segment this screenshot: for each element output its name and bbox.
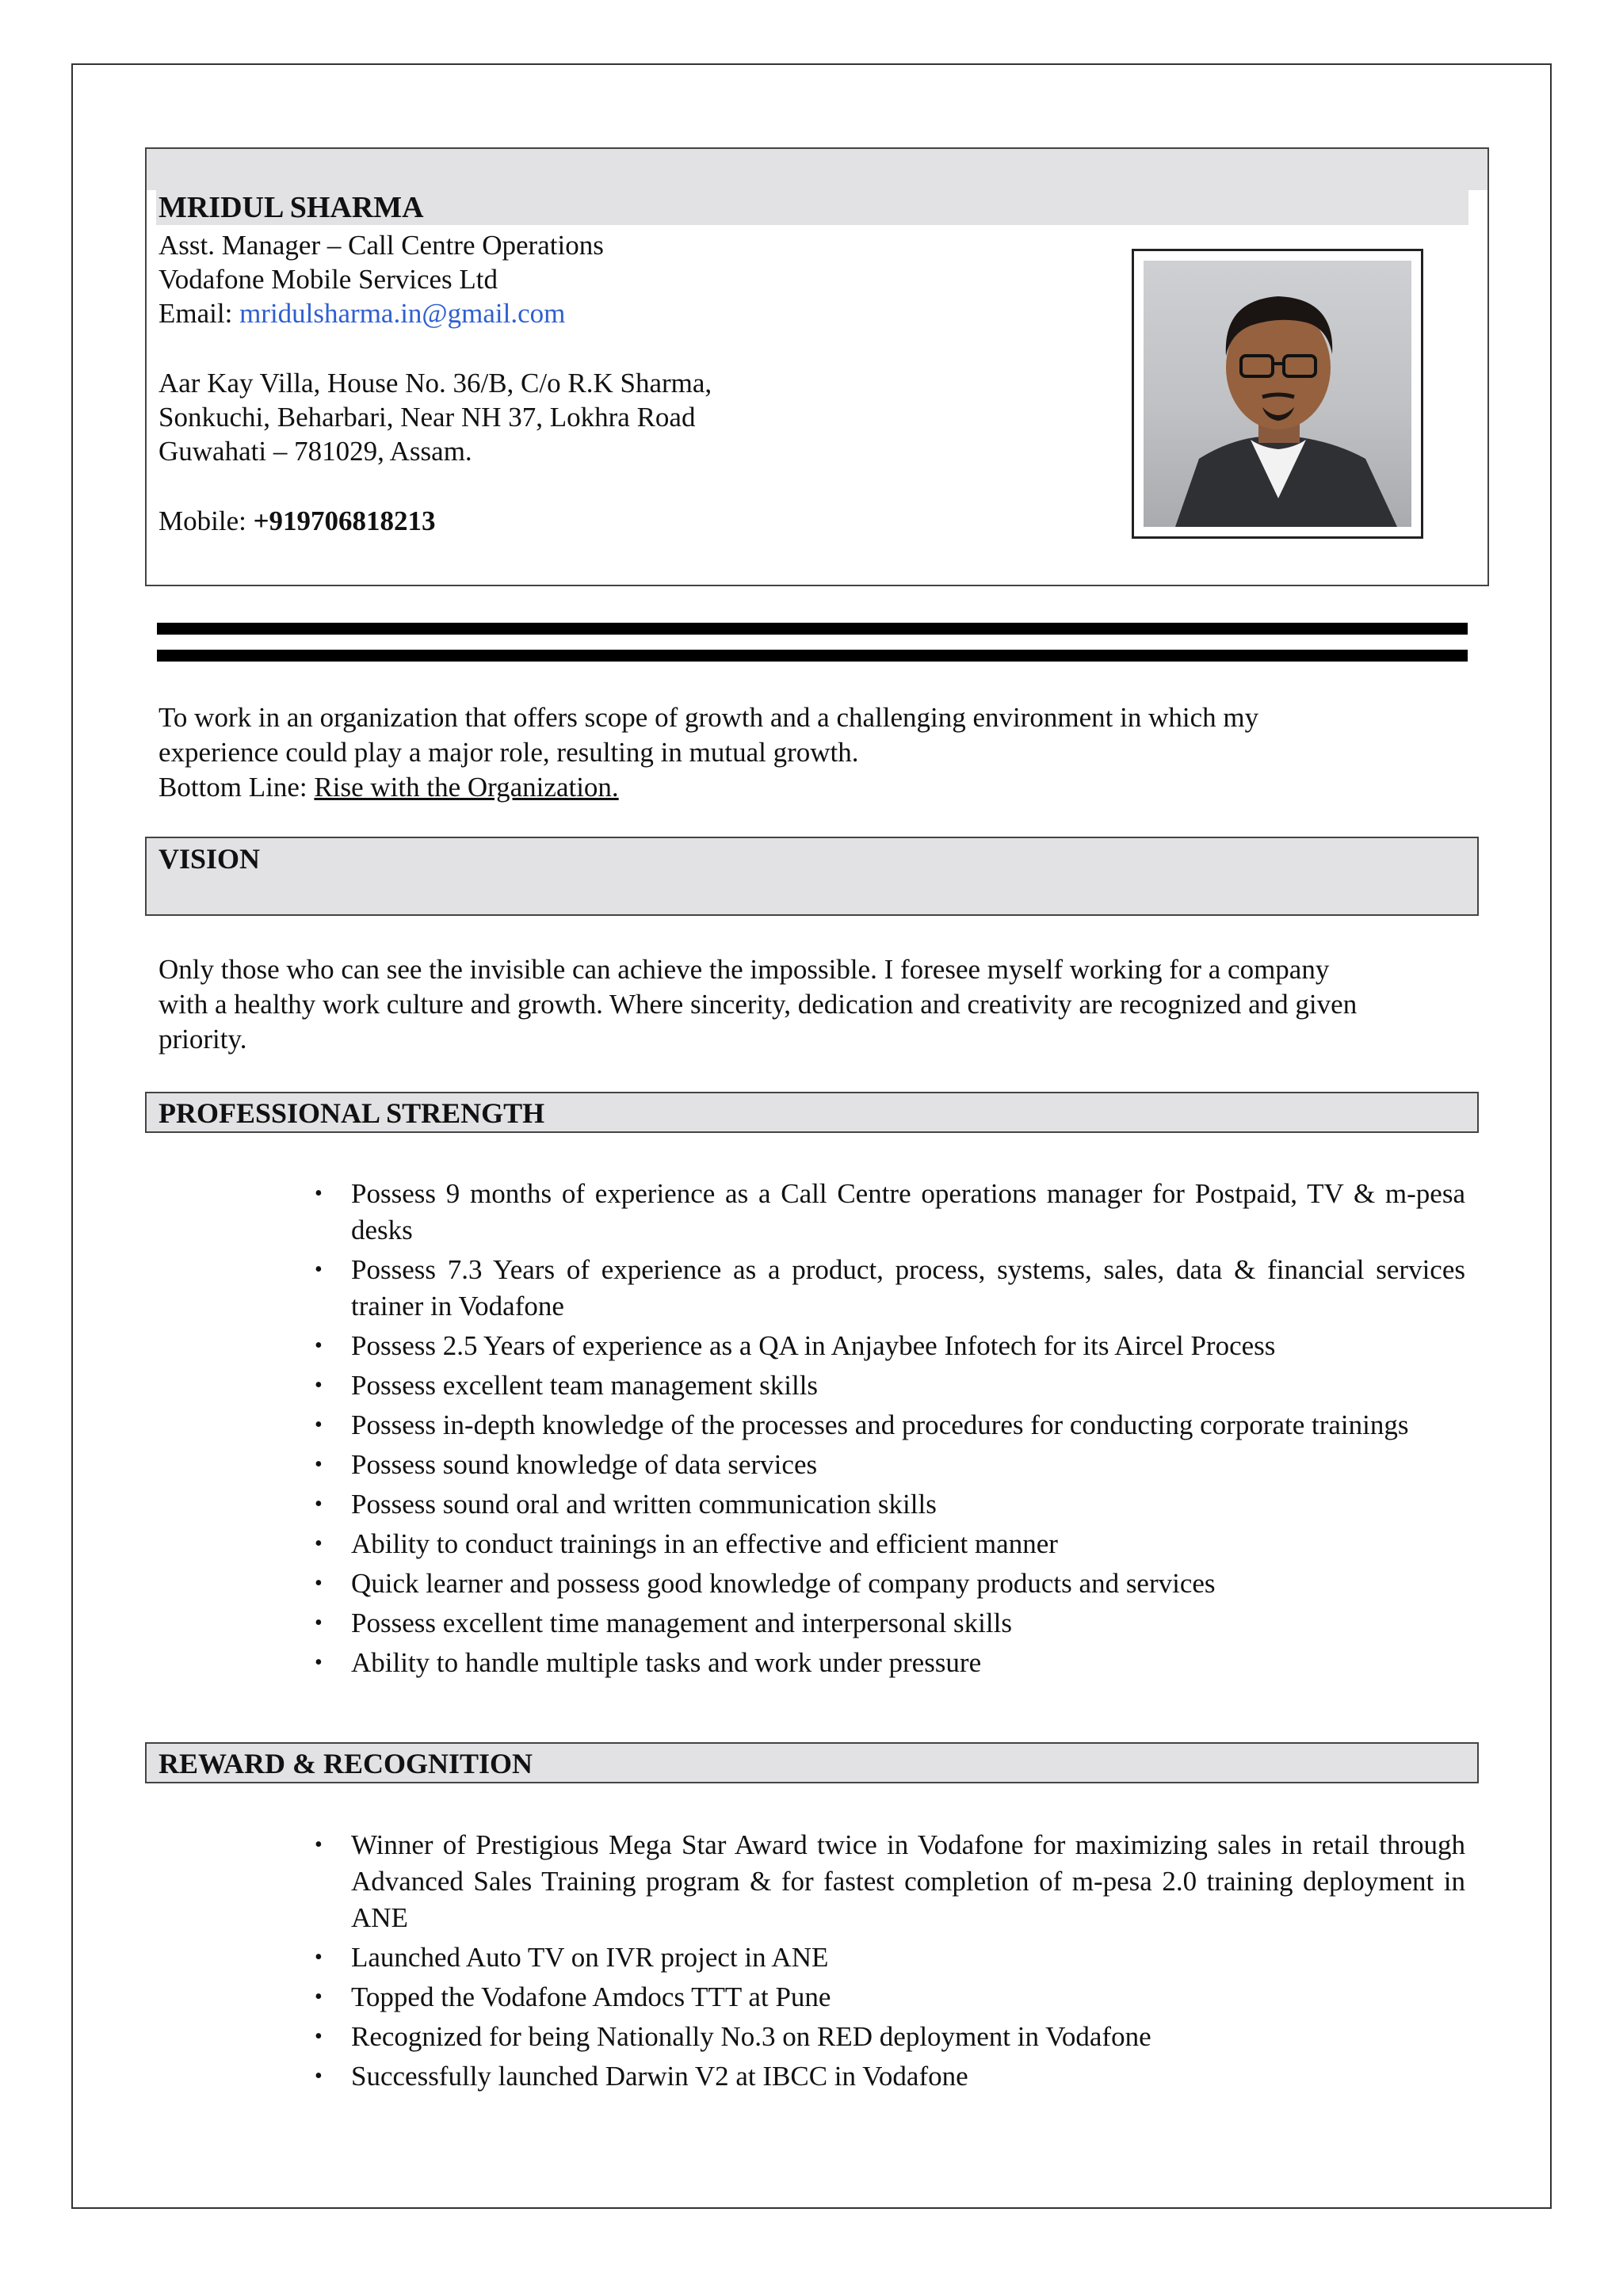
objective-line-1: To work in an organization that offers scope of growth and a challenging environment in which my (158, 702, 1259, 733)
list-item (313, 1645, 1465, 1681)
reward-list (313, 1827, 1465, 2098)
bullet: • (315, 1333, 323, 1358)
list-item-text: Possess 7.3 Years of experience as a product, process, systems, sales, data & financial services trainer in Vodafone (351, 1254, 1465, 1322)
email-line (158, 296, 565, 331)
list-item-text: Winner of Prestigious Mega Star Award twice in Vodafone for maximizing sales in retail through Advanced Sales Training program & for fastest completion of m-pesa 2.0 training deployment in ANE (351, 1829, 1465, 1933)
bullet: • (315, 2024, 323, 2049)
mobile-label: Mobile: (158, 505, 254, 536)
email-label: Email: (158, 298, 240, 329)
list-item (313, 2058, 1465, 2095)
list-item-text: Possess excellent team management skills (351, 1370, 819, 1401)
list-item (313, 1827, 1465, 1936)
bullet: • (315, 1181, 323, 1206)
vision-line-2: with a healthy work culture and growth. Where sincerity, dedication and creativity are recognized and given (158, 989, 1358, 1020)
profile-photo-frame (1132, 249, 1423, 539)
list-item (313, 1605, 1465, 1642)
bullet: • (315, 1257, 323, 1282)
list-item-text: Ability to conduct trainings in an effective and efficient manner (351, 1528, 1058, 1559)
list-item-text: Successfully launched Darwin V2 at IBCC in Vodafone (351, 2061, 968, 2092)
list-item (313, 1252, 1465, 1325)
list-item (313, 1486, 1465, 1523)
bullet: • (315, 1373, 323, 1398)
list-item (313, 1939, 1465, 1976)
bullet: • (315, 1531, 323, 1556)
mobile-number: +919706818213 (253, 505, 436, 536)
bullet: • (315, 1945, 323, 1970)
list-item-text: Possess 9 months of experience as a Call Centre operations manager for Postpaid, TV & m-pesa desks (351, 1178, 1465, 1245)
header-divider-top (157, 623, 1468, 635)
bottom-line-label: Bottom Line: (158, 772, 315, 803)
bullet: • (315, 1833, 323, 1857)
mobile-line (158, 504, 436, 539)
email-link[interactable]: mridulsharma.in@gmail.com (239, 298, 566, 329)
bullet: • (315, 1452, 323, 1477)
list-item (313, 1979, 1465, 2016)
list-item (313, 1407, 1465, 1444)
bullet: • (315, 1571, 323, 1596)
profile-photo (1144, 261, 1411, 527)
list-item (313, 1367, 1465, 1404)
list-item-text: Possess sound knowledge of data services (351, 1449, 818, 1480)
vision-line-1: Only those who can see the invisible can achieve the impossible. I foresee myself working for a company (158, 954, 1330, 985)
bullet: • (315, 1985, 323, 2009)
list-item-text: Quick learner and possess good knowledge of company products and services (351, 1568, 1216, 1599)
list-item (313, 2019, 1465, 2055)
list-item (313, 1526, 1465, 1562)
vision-line-3: priority. (158, 1024, 247, 1055)
list-item-text: Topped the Vodafone Amdocs TTT at Pune (351, 1981, 831, 2012)
job-title: Asst. Manager – Call Centre Operations (158, 230, 604, 261)
bottom-line-value: Rise with the Organization. (314, 772, 619, 803)
bullet: • (315, 2064, 323, 2088)
company-name: Vodafone Mobile Services Ltd (158, 264, 498, 295)
list-item (313, 1176, 1465, 1249)
list-item-text: Possess in-depth knowledge of the processes and procedures for conducting corporate trainings (351, 1409, 1409, 1440)
bullet: • (315, 1492, 323, 1516)
header-divider-bottom (157, 650, 1468, 662)
list-item (313, 1328, 1465, 1364)
strength-title: PROFESSIONAL STRENGTH (158, 1097, 545, 1129)
candidate-name: MRIDUL SHARMA (158, 191, 424, 224)
address-line-1: Aar Kay Villa, House No. 36/B, C/o R.K Sharma, (158, 368, 712, 399)
list-item-text: Possess sound oral and written communication skills (351, 1489, 937, 1520)
bullet: • (315, 1413, 323, 1437)
bottom-line (158, 770, 619, 805)
objective-line-2: experience could play a major role, resulting in mutual growth. (158, 737, 859, 768)
reward-title: REWARD & RECOGNITION (158, 1748, 533, 1779)
bullet: • (315, 1650, 323, 1675)
list-item-text: Launched Auto TV on IVR project in ANE (351, 1942, 829, 1973)
list-item (313, 1447, 1465, 1483)
list-item-text: Possess 2.5 Years of experience as a QA in Anjaybee Infotech for its Aircel Process (351, 1330, 1276, 1361)
list-item-text: Recognized for being Nationally No.3 on RED deployment in Vodafone (351, 2021, 1151, 2052)
strength-list (313, 1176, 1465, 1684)
bullet: • (315, 1611, 323, 1635)
address-line-2: Sonkuchi, Beharbari, Near NH 37, Lokhra Road (158, 402, 696, 433)
list-item (313, 1566, 1465, 1602)
vision-title: VISION (158, 843, 261, 875)
vision-bar (145, 837, 1479, 916)
list-item-text: Ability to handle multiple tasks and work under pressure (351, 1647, 982, 1678)
list-item-text: Possess excellent time management and interpersonal skills (351, 1608, 1012, 1638)
address-line-3: Guwahati – 781029, Assam. (158, 436, 472, 467)
